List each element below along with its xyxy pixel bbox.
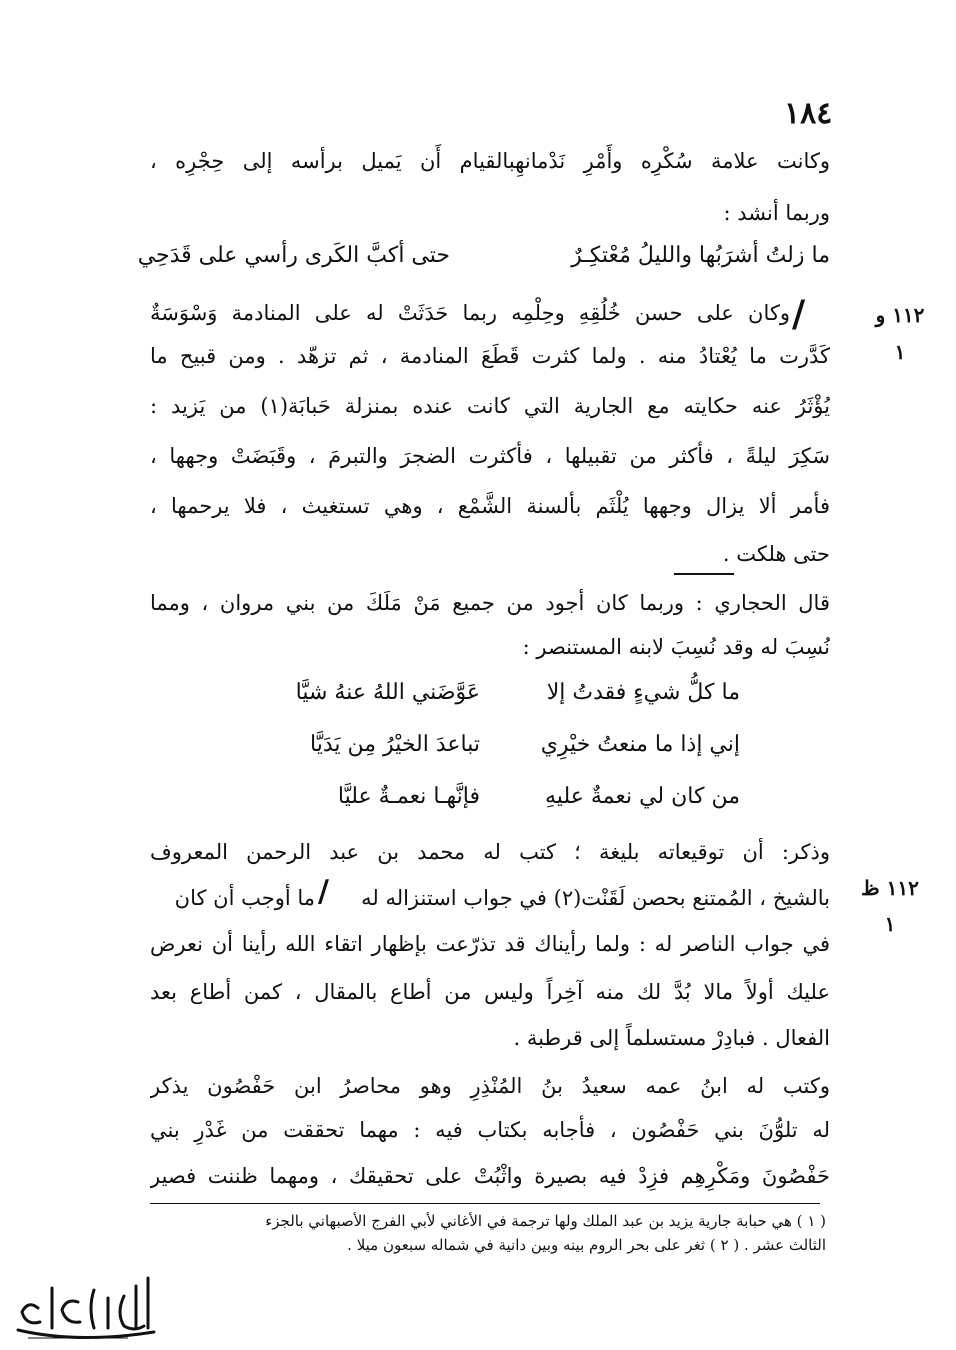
text-line: كَدَّرت ما يُعْتادُ منه . ولما كثرت قَطَعَ المنادمة ، ثم تزهّد . ومن قبيح ما [150, 344, 830, 368]
text-line: حَفْصُونَ ومَكْرِهِم فزِدْ فيه بصيرة واثْبُتْ على تحقيقك ، ومهما ظننت فصير [150, 1164, 830, 1188]
text-line: فأمر ألا يزال وجهها يُلْثَم بألسنة الشَّمْع ، وهي تستغيث ، فلا يرحمها ، [150, 494, 830, 518]
verse-hemistich-first: من كان لي نعمةٌ عليهِ [545, 784, 740, 809]
text-line: في جواب الناصر له : ولما رأيناك قد تذرّعت بإظهار اتقاء الله رأينا أن نعرض [150, 932, 830, 956]
folio-slash-mark: / [318, 874, 329, 909]
text-line: قال الحجاري : وربما كان أجود من جميع مَنْ مَلَكَ من بني مروان ، ومما [150, 591, 830, 615]
text-line: وربما أنشد : [723, 201, 830, 225]
margin-folio-number: ١١٢ و [875, 303, 925, 327]
text-line: ما أوجب أن كان [174, 886, 315, 910]
text-line: وكانت علامة سُكْرِه وأَمْرِ نَدْمانهِبالقيام أَن يَميل برأسه إلى حِجْرِه ، [150, 149, 830, 173]
text-line: نُسِبَ له وقد نُسِبَ لابنه المستنصر : [522, 635, 830, 659]
section-divider [674, 573, 734, 575]
text-line: له تلوُّنَ بني حَفْصُون ، فأجابه بكتاب فيه : مهما تحققت من غَدْرِ بني [150, 1118, 830, 1142]
text-line: عليك أولاً مالا بُدَّ لك منه آخِراً وليس من أطاع بالمقال ، كمن أطاع بعد [150, 980, 830, 1004]
verse-hemistich-second: تباعدَ الخيْرُ مِن يَدَيَّا [310, 732, 480, 757]
text-line: وذكر: أن توقيعاته بليغة ؛ كتب له محمد بن عبد الرحمن المعروف [150, 840, 830, 864]
text-line: سَكِرَ ليلةً ، فأكثر من تقبيلها ، فأكثرت الضجرَ والتبرمَ ، وقَبَضَتْ وجهها ، [150, 444, 830, 468]
margin-folio-sub: ١ [884, 912, 896, 936]
footnote-divider [150, 1203, 820, 1204]
verse-hemistich-first: ما كلُّ شيءٍ فقدتُ إلا [546, 680, 740, 705]
verse-hemistich-first: إني إذا ما منعتُ خيْرِي [540, 732, 740, 757]
verse-hemistich-second: فإنَّهـا نعمـةٌ عليَّا [337, 784, 480, 809]
verse-hemistich-second: حتى أكبَّ الكَرى رأسي على قَدَحِي [137, 243, 450, 268]
text-line: يُؤْثَرُ عنه حكايته مع الجارية التي كانت عنده بمنزلة حَبابَة(١) من يَزيد : [150, 394, 830, 418]
text-line: الفعال . فبادِرْ مستسلماً إلى قرطبة . [513, 1026, 830, 1050]
text-line: وكان على حسن خُلُقِهِ وحِلْمِه ربما حَدَثَتْ له على المنادمة وَسْوَسَةٌ [150, 301, 790, 325]
verse-hemistich-first: ما زلتُ أشرَبُها والليلُ مُعْتكِـرٌ [571, 243, 830, 268]
footnote-line: الثالث عشر . ( ٢ ) ثغر على بحر الروم بينه وبين دانية في شماله سبعون ميلا . [347, 1236, 826, 1254]
page-number: ١٨٤ [784, 96, 833, 131]
text-line: بالشيخ ، المُمتنع بحصن لَقَنْت(٢) في جواب استنزاله له [361, 886, 830, 910]
margin-folio-sub: ١ [894, 340, 906, 364]
text-line: حتى هلكت . [722, 542, 830, 566]
text-line: وكتب له ابنُ عمه سعيدُ بنُ المُنْذِرِ وهو محاصرُ ابن حَفْصُون يذكر [150, 1074, 830, 1098]
folio-slash-mark: / [792, 293, 806, 335]
publisher-logo [8, 1268, 158, 1348]
margin-folio-number: ١١٢ ظ [861, 876, 919, 900]
footnote-line: ( ١ ) هي حبابة جارية يزيد بن عبد الملك ولها ترجمة في الأغاني لأبي الفرج الأصبهاني بالجزء [265, 1212, 826, 1230]
verse-hemistich-second: عَوَّضَني اللهُ عنهُ شيَّا [295, 680, 480, 705]
